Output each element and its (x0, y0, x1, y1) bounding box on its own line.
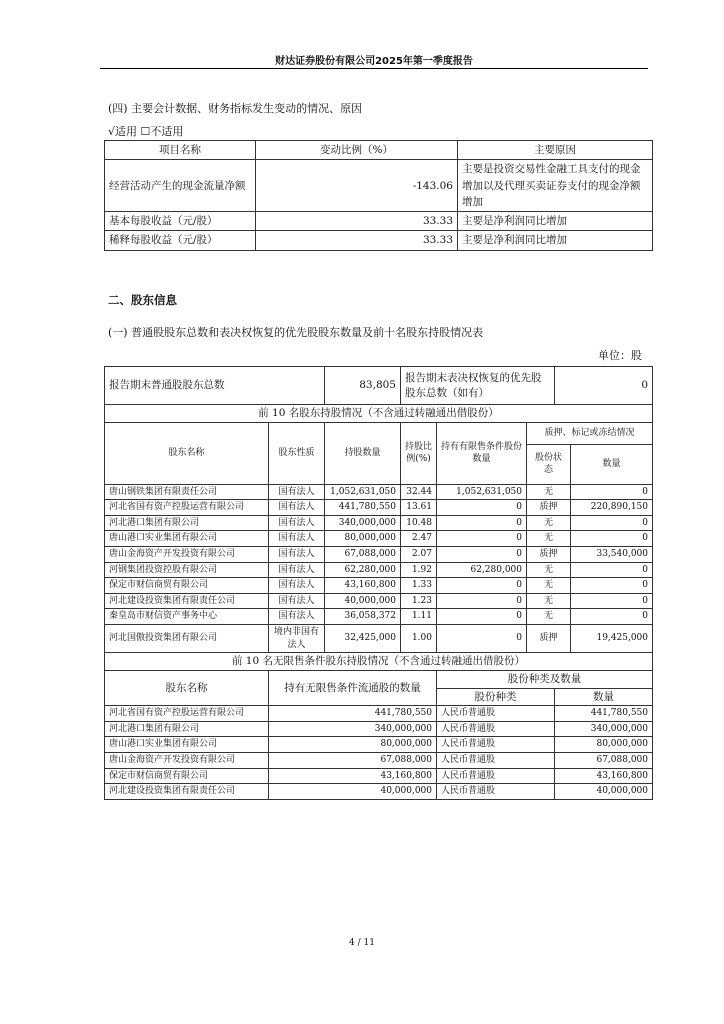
top10-header-nature: 股东性质 (269, 422, 325, 484)
unres-count: 80,000,000 (269, 737, 437, 753)
share-type: 人民币普通股 (437, 753, 555, 769)
change-reason-table (104, 140, 653, 251)
section2-subtitle: (一) 普通股股东总数和表决权恢复的优先股股东数量及前十名股东持股情况表 (108, 326, 484, 339)
holder-name: 河北省国有资产控股运营有限公司 (105, 500, 269, 516)
holder-shares: 62,280,000 (325, 562, 401, 578)
pledge-qty: 0 (571, 531, 653, 547)
holder-restricted: 0 (437, 515, 527, 531)
pledge-status: 无 (527, 531, 571, 547)
unres-holder-name: 唐山金海资产开发投资有限公司 (105, 753, 269, 769)
table-row (105, 562, 653, 578)
pledge-qty: 0 (571, 609, 653, 625)
holder-ratio: 1.92 (401, 562, 437, 578)
share-qty: 43,160,800 (555, 768, 653, 784)
holder-ratio: 1.00 (401, 625, 437, 653)
pledge-qty: 19,425,000 (571, 625, 653, 653)
pledge-qty: 0 (571, 593, 653, 609)
holder-name: 秦皇岛市财信资产事务中心 (105, 609, 269, 625)
header-divider (100, 68, 648, 69)
top10-header-restricted: 持有有限售条件股份数量 (437, 422, 527, 484)
holder-name: 河北港口集团有限公司 (105, 515, 269, 531)
top10-header-ratio: 持股比例(%) (401, 422, 437, 484)
pledge-qty: 0 (571, 578, 653, 594)
holder-shares: 441,780,550 (325, 500, 401, 516)
holder-name: 河钢集团投资控股有限公司 (105, 562, 269, 578)
pledge-status: 质押 (527, 500, 571, 516)
table-row (105, 531, 653, 547)
pledge-qty: 0 (571, 484, 653, 500)
holder-name: 唐山金海资产开发投资有限公司 (105, 547, 269, 563)
holder-nature: 境内非国有法人 (269, 625, 325, 653)
table-row (105, 578, 653, 594)
holder-nature: 国有法人 (269, 484, 325, 500)
unres-count: 67,088,000 (269, 753, 437, 769)
unres-count: 43,160,800 (269, 768, 437, 784)
holder-restricted: 1,052,631,050 (437, 484, 527, 500)
unres-title: 前 10 名无限售条件股东持股情况（不含通过转融通出借股份） (105, 653, 653, 671)
holder-shares: 340,000,000 (325, 515, 401, 531)
unres-count: 340,000,000 (269, 721, 437, 737)
holder-restricted: 0 (437, 531, 527, 547)
pledge-status: 无 (527, 609, 571, 625)
pledge-status: 无 (527, 562, 571, 578)
unres-header-name: 股东名称 (105, 670, 269, 705)
share-type: 人民币普通股 (437, 768, 555, 784)
unres-title-row (105, 653, 653, 671)
holder-restricted: 0 (437, 547, 527, 563)
unres-header-qty: 数量 (555, 688, 653, 706)
item-name: 经营活动产生的现金流量净额 (105, 160, 256, 212)
holder-shares: 36,058,372 (325, 609, 401, 625)
holder-shares: 67,088,000 (325, 547, 401, 563)
holder-ratio: 10.48 (401, 515, 437, 531)
change-ratio: -143.06 (256, 160, 458, 212)
holder-ratio: 1.33 (401, 578, 437, 594)
holder-ratio: 2.07 (401, 547, 437, 563)
holder-nature: 国有法人 (269, 547, 325, 563)
page-number: 4 / 11 (349, 938, 375, 948)
pref-holders-value: 0 (555, 367, 653, 405)
top10-header-pledge-status: 股份状态 (527, 444, 571, 484)
pledge-qty: 220,890,150 (571, 500, 653, 516)
holder-nature: 国有法人 (269, 562, 325, 578)
item-name: 基本每股收益（元/股） (105, 212, 256, 231)
table-row (105, 231, 653, 250)
top10-title: 前 10 名股东持股情况（不含通过转融通出借股份） (105, 405, 653, 423)
holder-nature: 国有法人 (269, 609, 325, 625)
holder-name: 河北建设投资集团有限责任公司 (105, 593, 269, 609)
pledge-qty: 33,540,000 (571, 547, 653, 563)
holder-nature: 国有法人 (269, 593, 325, 609)
pledge-status: 无 (527, 515, 571, 531)
holder-nature: 国有法人 (269, 515, 325, 531)
total-holders-value: 83,805 (325, 367, 401, 405)
share-qty: 40,000,000 (555, 784, 653, 800)
holder-shares: 40,000,000 (325, 593, 401, 609)
pledge-status: 无 (527, 484, 571, 500)
col-header-name: 项目名称 (105, 141, 256, 160)
pledge-qty: 0 (571, 515, 653, 531)
pledge-status: 无 (527, 578, 571, 594)
unres-header-type: 股份种类 (437, 688, 555, 706)
holder-name: 河北国傲投资集团有限公司 (105, 625, 269, 653)
holder-restricted: 0 (437, 625, 527, 653)
share-type: 人民币普通股 (437, 737, 555, 753)
unres-holder-name: 河北省国有资产控股运营有限公司 (105, 706, 269, 722)
col-header-reason: 主要原因 (458, 141, 653, 160)
share-qty: 340,000,000 (555, 721, 653, 737)
table-row (105, 547, 653, 563)
share-type: 人民币普通股 (437, 706, 555, 722)
unres-holder-name: 保定市财信商贸有限公司 (105, 768, 269, 784)
table-row (105, 753, 653, 769)
holder-nature: 国有法人 (269, 500, 325, 516)
holder-restricted: 0 (437, 593, 527, 609)
holder-restricted: 0 (437, 609, 527, 625)
holder-restricted: 62,280,000 (437, 562, 527, 578)
table-row (105, 706, 653, 722)
table-row (105, 500, 653, 516)
holder-name: 唐山港口实业集团有限公司 (105, 531, 269, 547)
holder-shares: 43,160,800 (325, 578, 401, 594)
pledge-status: 无 (527, 593, 571, 609)
holder-ratio: 1.11 (401, 609, 437, 625)
col-header-ratio: 变动比例（%） (256, 141, 458, 160)
top10-header-pledge-qty: 数量 (571, 444, 653, 484)
item-name: 稀释每股收益（元/股） (105, 231, 256, 250)
holder-ratio: 13.61 (401, 500, 437, 516)
holder-shares: 32,425,000 (325, 625, 401, 653)
total-holders-label: 报告期末普通股股东总数 (105, 367, 325, 405)
unres-header-group: 股份种类及数量 (437, 670, 653, 688)
share-qty: 441,780,550 (555, 706, 653, 722)
table-row (105, 593, 653, 609)
main-reason: 主要是净利润同比增加 (458, 212, 653, 231)
unit-label: 单位：股 (598, 349, 642, 362)
main-reason: 主要是投资交易性金融工具支付的现金增加以及代理买卖证券支付的现金净额增加 (458, 160, 653, 212)
unres-holder-name: 唐山港口实业集团有限公司 (105, 737, 269, 753)
unres-count: 40,000,000 (269, 784, 437, 800)
top10-header-name: 股东名称 (105, 422, 269, 484)
holder-nature: 国有法人 (269, 578, 325, 594)
holder-nature: 国有法人 (269, 531, 325, 547)
table-row (105, 515, 653, 531)
share-qty: 67,088,000 (555, 753, 653, 769)
table-row (105, 160, 653, 212)
unres-holder-name: 河北建设投资集团有限责任公司 (105, 784, 269, 800)
share-qty: 80,000,000 (555, 737, 653, 753)
top10-header-shares: 持股数量 (325, 422, 401, 484)
holder-name: 保定市财信商贸有限公司 (105, 578, 269, 594)
table-row (105, 625, 653, 653)
main-reason: 主要是净利润同比增加 (458, 231, 653, 250)
holder-ratio: 1.23 (401, 593, 437, 609)
pledge-qty: 0 (571, 562, 653, 578)
pledge-status: 质押 (527, 547, 571, 563)
change-ratio: 33.33 (256, 231, 458, 250)
table-row (105, 768, 653, 784)
holder-shares: 1,052,631,050 (325, 484, 401, 500)
holder-restricted: 0 (437, 578, 527, 594)
table-row (105, 737, 653, 753)
holder-shares: 80,000,000 (325, 531, 401, 547)
table-row (105, 721, 653, 737)
share-type: 人民币普通股 (437, 784, 555, 800)
table-row (105, 484, 653, 500)
shareholder-table (104, 366, 653, 800)
pledge-status: 质押 (527, 625, 571, 653)
holder-restricted: 0 (437, 500, 527, 516)
change-ratio: 33.33 (256, 212, 458, 231)
table-row (105, 212, 653, 231)
share-type: 人民币普通股 (437, 721, 555, 737)
top10-header-pledge-group: 质押、标记或冻结情况 (527, 422, 653, 444)
holder-name: 唐山钢铁集团有限责任公司 (105, 484, 269, 500)
unres-header-count: 持有无限售条件流通股的数量 (269, 670, 437, 705)
unres-header-row (105, 670, 653, 688)
table-row (105, 784, 653, 800)
holder-ratio: 32.44 (401, 484, 437, 500)
applicable-checkbox-label: √适用 ☐不适用 (108, 125, 184, 138)
pref-holders-label: 报告期末表决权恢复的优先股股东总数（如有） (401, 367, 555, 405)
section4-heading: (四) 主要会计数据、财务指标发生变动的情况、原因 (108, 102, 363, 115)
unres-holder-name: 河北港口集团有限公司 (105, 721, 269, 737)
section2-title: 二、股东信息 (108, 293, 177, 307)
table-row (105, 609, 653, 625)
page-header: 财达证券股份有限公司2025年第一季度报告 (275, 56, 473, 67)
holder-ratio: 2.47 (401, 531, 437, 547)
unres-count: 441,780,550 (269, 706, 437, 722)
